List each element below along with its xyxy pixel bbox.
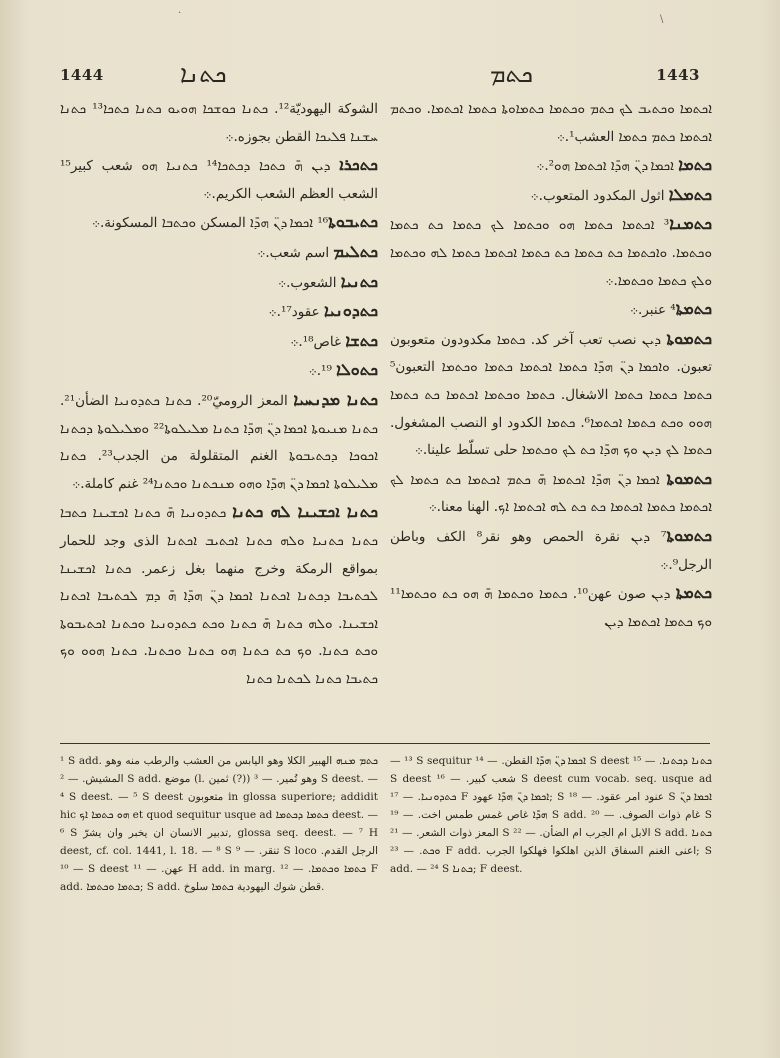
entry-gloss: ⁷ ܕܝܢ نقرة الحمص وهو نقر⁸ الكف وباطن الرجل⁹.܀ [390,528,712,573]
entry-headword: ܟܬܠܝܡ [333,241,378,261]
entry-headword: ܟܬܟܪܐ [339,155,378,175]
footnotes-left [60,752,379,893]
dictionary-entry [60,327,378,357]
entry-headword: ܟܬܡܠܐ [668,184,712,204]
entry-headword: ܟܬܫܐ [345,330,378,350]
entry-gloss: ܐܟܡܐ ܕܢ̈ ܗܕ̄ܐ ܐܟܬܡܐ ܗܘ².܀ [536,158,679,175]
dictionary-entry [60,498,378,693]
dictionary-entry [390,94,712,151]
entry-gloss: ¹⁹.܀ [308,363,337,380]
footnote-text: — ¹³ S sequitur ܐܟܡܐ ܕܢ̈ ܗܕ̄ܐ القطن. — ¹⁴ S deest ܟܬܢܐ ܕܟܬܢܐ. — ¹⁵ S deest شعب كبير. — ¹⁶ S deest cum vocab. seq. usque ad ܟܬܕܘܢܝܐ. — ¹⁷ F ܐܟܡܐ ܕܢ̈ ܗܕ̄ܐ عهود; S عنود امر عقود. — ¹⁸ S ܐܟܡܐ ܕܢ̈ ܗܕ̄ܐ غاص غمس طمس اخت. — ¹⁹ S add. غام ذوات الصوف. — ²⁰ S المعز ذوات الشعر. — ²¹ S الابل ام الجرب ام الضأن. — ²² S add. ܟܬܢܐ ܘܟܬ. — ²³ F add. اعنى الغنم السفاق الذين اهلكوا فهلكوا الجرب; S add. — ²⁴ S ܟܬܢܐ; F deest. [390,755,713,875]
footnote-text: ¹ S add. ܟܬܡ ܡܢܗ الهبير الكلا وهو اليابس من العشب والرطب منه وهو المشيش. — ² S add. موضع (l. ثمين (?)) وهو تُمير. — ³ S deest. — ⁴ S deest. — ⁵ S deest متعوبون in glossa superiore; addidit hic ܗܘ ܟܬܡܐ ܐܟ et quod sequitur usque ad ܟܬܡܐ ܕܟܬܡܐ deest. — ⁶ S تدبير الانسان ان يخبر وان يشرّ, glossa seq. deest. — ⁷ H deest, cf. col. 1441, l. 18. — ⁸ S تنقر. — ⁹ S loco الرجل القدم. — ¹⁰ S deest عهن. — ¹¹ H add. in marg. ܟܬܡܐ ܘܟܬܡܐ. — ¹² F add. ܟܬܡܐ ܘܟܬܡܐ; S add. قطن شوك اليهودية ܟܬܡܐ سلوخ. [60,755,379,893]
entry-headword: ܟܬܢܐ ܐܟܫܝܢܐ ܠܗ ܟܬܢܐ [232,502,378,522]
left-running-headword: ܟܬܢܐ [180,60,227,88]
entry-headword: ܟܬܡܬܐ [675,583,712,603]
right-column [390,94,712,734]
entry-headword: ܟܬܡܐ [678,155,712,175]
footnotes-right [390,752,712,880]
dictionary-entry [60,356,378,386]
entry-headword: ܟܬܢܝܐ [340,271,378,291]
entry-headword: ܟܬܡܘܬܐ [666,468,712,488]
footnote-rule [60,743,710,744]
entry-gloss: عقود¹⁷.܀ [268,304,324,321]
dictionary-entry [60,208,378,238]
speck-mark: · [178,8,182,19]
dictionary-entry [60,238,378,268]
dictionary-entry [60,94,378,151]
entry-gloss: ܕܝܢ نصب تعب آخر كد. ܟܬܡܐ مكدودون متعوبون تعبون. ܘܐܟܡܐ ܕܢ̈ ܗܕ̄ܐ ܟܬܡܐ ܐܟܬܡܐ ܟܬܡܐ ܘܟܬܡܐ التعبون⁵ ܟܬܡܐ ܟܬܡܐ ܟܬܡܐ الاشغال. ܟܬܡܐ ܘܟܬܡܐ ܐܟܬܡܐ ܟܬ ܟܬܡܐ ܗܘܘ ܘܟܬ ܟܬܡܐ ܐܟܬܡܐ⁶. ܟܬܡܐ الكدود او النصب المشغول. ܟܬܡܐ ܠܟ ܕܝܢ ܘܟ ܗܕ̄ܐ ܟܬ ܠܟ ܘܟܬܡܐ حلى تسلّط علينا.܀ [390,331,713,459]
left-page-number: 1444 [60,66,104,84]
entry-gloss: ¹⁶ ܐܟܡܐ ܕܢ̈ ܗܕ̄ܐ المسكن ܘܟܬܒܐ المسكونة.܀ [91,215,329,232]
entry-gloss: ³ ܐܟܬܡܐ ܟܬܡܐ ܗܘ ܘܟܬܡܐ ܠܟ ܟܬܡܐ ܟܬ ܟܬܡܐ ܘܟܬܡܐ. ܘܐܟܬܡܐ ܟܬ ܟܬܡܐ ܟܬ ܟܬܡܐ ܐܟܬܡܐ ܟܬܡܐ ܠܗ ܘܟܬܡܐ ܘܠܟ ܟܬܡܐ ܘܟܬܡܐ.܀ [390,217,712,289]
entry-gloss: ܐܟܬܡܐ ܘܟܬܝܒ ܠܟ ܟܬܡ ܘܟܬܡܐ ܟܬܡܐܘܬܐ ܟܬܡܐ ܐܟܬܡܐ. ܘܟܬܡ ܐܟܬܡܐ ܟܬܡ ܟܬܡܐ العشب¹.܀ [390,101,712,145]
entry-headword: ܟܬܡܬܐ [675,299,712,319]
page-header [60,60,700,94]
entry-headword: ܟܬܕܘܢܝܐ [323,301,378,321]
right-page-number: 1443 [656,66,700,84]
dictionary-entry [390,295,712,325]
entry-gloss: ܟܬܕܘܢܝܐ ܗ̄ ܟܬܢܐ ܐܟܫܝܢܐ ܟܬܒܐ ܟܬܢܐ ܟܬܢܝܐ ܘܠܗ ܟܬܢܐ ܐܟܬܝܒ ܐܟܬܢܐ الذى وجد للحمار بمواقع الرمكة وخرج منهما بغل زعمر. ܟܬܢܐ ܐܟܫܝܢܐ ܠܟܬܝܒܐ ܕܟܬܢܐ ܐܟܬܢܐ ܐܟܡܐ ܕܢ̈ ܗܕ̄ܐ ܗ̄ ܕܡ ܠܟܬܝܒܐ ܐܟܬܢܐ ܐܟܫܝܢܐ. ܘܠܗ ܟܬܢܐ ܗ̄ ܟܬܢܐ ܘܟܬ ܟܬܕܘܢܝܐ ܘܟܬܢܐ ܐܟܬܝܒܘܬܐ ܘܟܬ ܟܬܢܐ. ܘܟ ܟܬ ܟܬܢܐ ܗܘ ܟܬܢܐ ܘܟܬܢܐ. ܟܬܢܐ ܗܘܘ ܘܟ ܟܬܝܒܐ ܟܬܢܐ ܠܟܬܢܐ ܟܬܢܐ [60,505,378,687]
dictionary-entry [390,210,712,295]
entry-headword: ܟܬܡܘܬܐ [666,525,712,545]
entry-gloss: ܕܝܢ صون عهن¹⁰. ܟܬܡܐ ܘܟܬܡܐ ܗ̄ ܗܘ ܟܬ ܘܟܬܡܐ¹¹ ܘܟ ܟܬܡܐ ܐܟܬܡܐ ܕܝܢ [390,586,712,630]
entry-gloss: اسم شعب.܀ [257,244,334,261]
dictionary-entry [60,268,378,298]
entry-gloss: الشعوب.܀ [277,274,341,291]
entry-headword: ܟܬܝܒܘܬܐ [328,212,378,232]
dictionary-entry [390,151,712,181]
entry-gloss: ܐܟܡܐ ܕܢ̈ ܗܕ̄ܐ ܐܟܬܡܐ ܗ̄ ܟܬܡ ܐܟܬܡܐ ܟܬ ܟܬܡܐ ܠܟ ܐܟܬܡܐ ܟܬܡܐ ܐܟܬܡܐ ܟܬ ܟܬ ܠܗ ܐܟܬܡܐ ܐܟ. الهنا معنا.܀ [390,471,712,516]
entry-gloss: المعز الروميّ²⁰. ܟܬܢܐ ܟܬܕܘܢܝܐ الضأن²¹. ܟܬܢܐ ܡܢܝܘܬܐ ܐܟܡܐ ܕܢ̈ ܗܕ̄ܐ ܟܬܢܐ ܡܠܝܠܘܬܐ²² ܘܡܠܝܠܘܬܐ ܕܟܬܢܐ ܐܟܘܟܐ ܕܟܬܝܒܘܬܐ الغنم المتقلولة من الجدب²³. ܟܬܢܐ ܡܠܝܠܘܬܐ ܐܟܡܐ ܕܢ̈ ܗܕ̄ܐ ܘܗܘ ܡܢܟܬܢܐ ܘܟܬܢܐ²⁴ غنم كاملة.܀ [60,392,379,492]
dictionary-entry [390,181,712,211]
entry-headword: ܟܬܘܠܐ [336,360,378,380]
dictionary-entry [390,325,712,465]
speck-mark: \ [660,14,664,25]
entry-gloss: ܕܝܢ ܗ̄ ܟܬܟܐ ܕܟܬܟܐ¹⁴ ܟܬܢܝܐ ܗܘ شعب كبير¹⁵ الشعب العظم الشعب الكريم.܀ [60,158,378,202]
entry-gloss: الشوكة اليهوديّة¹². ܟܬܢܐ ܟܘܫܟܐ ܗܘܝܘ ܟܬܢܐ ܟܬܟܐ¹³ ܟܬܢܐ ܚܫܢܐ ܦܠܝܟܐ القطن بجوزه.܀ [60,101,378,145]
left-column [60,94,378,734]
entry-gloss: ⁴ عنبر.܀ [629,302,676,319]
dictionary-entry [390,522,712,579]
dictionary-entry [60,297,378,327]
entry-gloss: غاص¹⁸.܀ [290,333,346,350]
right-running-headword: ܟܬܡ [490,60,533,88]
entry-headword: ܟܬܢܐ ܡܕܢܚܝܐ [293,389,378,409]
entry-gloss: اثول المكدود المتعوب.܀ [530,187,669,204]
entry-headword: ܟܬܡܢܐ [669,214,712,234]
dictionary-entry [60,386,378,498]
dictionary-entry [60,151,378,208]
dictionary-entry [390,465,712,522]
dictionary-entry [390,579,712,636]
entry-headword: ܟܬܡܘܬܐ [666,328,712,348]
